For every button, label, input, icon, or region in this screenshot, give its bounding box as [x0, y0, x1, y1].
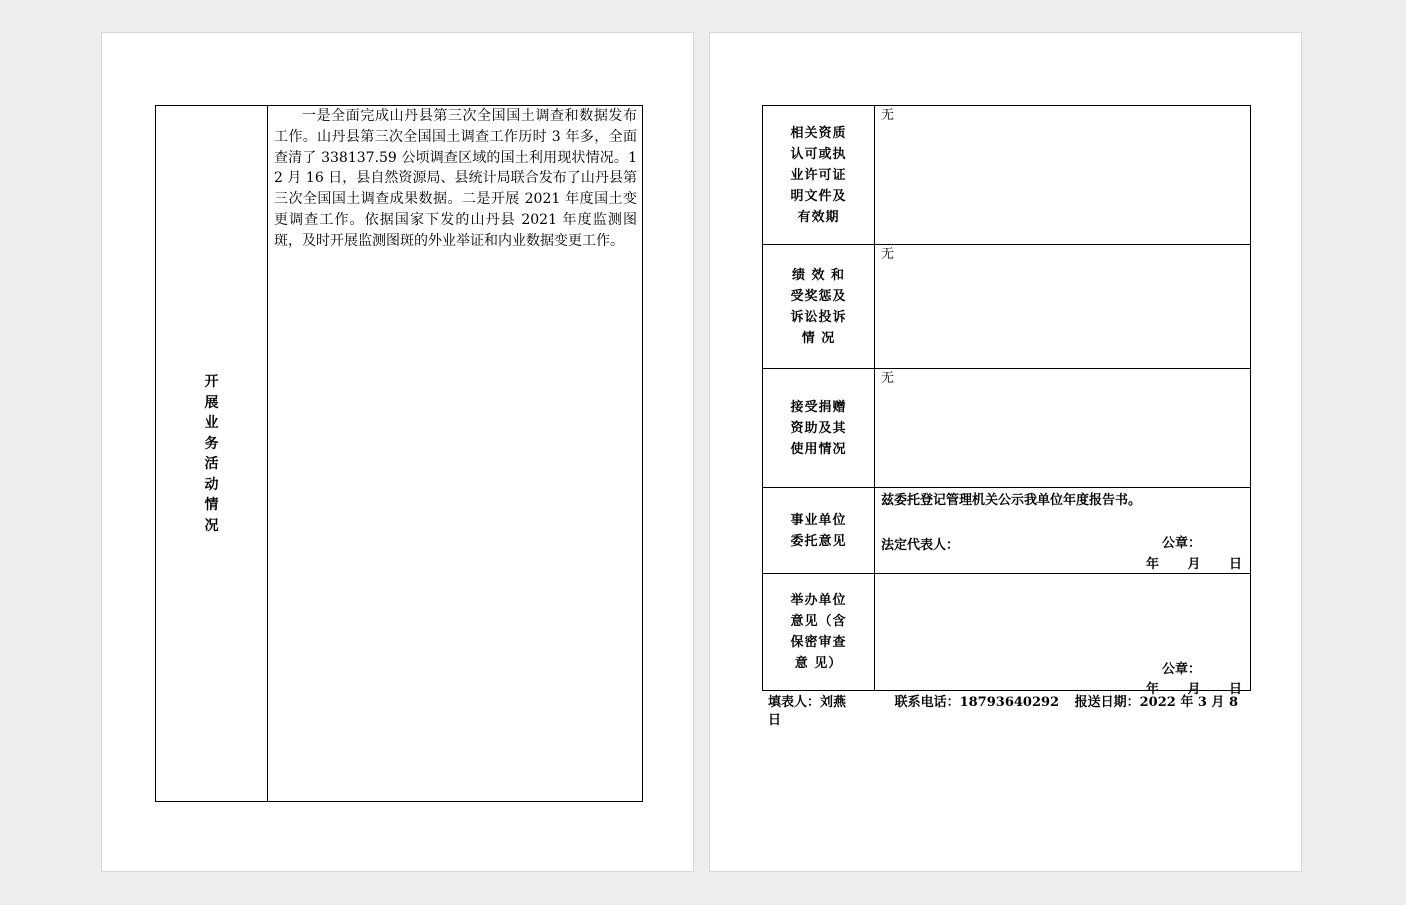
label-line: 使用情况	[790, 441, 847, 457]
section-label-char: 展	[204, 394, 219, 411]
label-line: 诉讼投诉	[790, 309, 847, 325]
section-label-char: 动	[204, 476, 219, 493]
form-footer	[768, 694, 1238, 730]
section-label-char: 业	[204, 415, 219, 431]
label-line: 意见（含	[790, 614, 847, 629]
section-label-vertical	[156, 372, 267, 536]
label-entrust-opinion	[763, 488, 875, 573]
section-label-char: 况	[204, 517, 219, 534]
annual-report-table	[762, 105, 1251, 697]
label-line: 相关资质	[790, 125, 847, 141]
value-performance[interactable]	[875, 245, 1250, 368]
date-year-label: 年	[1146, 557, 1160, 572]
section-label-char: 活	[204, 456, 219, 472]
label-line: 保密审查	[790, 635, 847, 650]
date-day-label: 日	[1228, 557, 1242, 572]
value-text[interactable]: 无	[881, 247, 895, 262]
label-line: 认可或执	[790, 146, 847, 162]
business-activity-text[interactable]: 一是全面完成山丹县第三次全国国土调查和数据发布工作。山丹县第三次全国国土调查工作历时 3 年多，全面查清了 338137.59 公顷调查区域的国土利用现状情况。12 月 16 日，县自然资源局、县统计局联合发布了山丹县第三次全国国土调查成果数据。二是开展 2021 年度国土变更调查工作。依据国家下发的山丹县 2021 年度监测图斑，及时开展监测图斑的外业举证和内业数据变更工作。	[274, 108, 637, 249]
label-line: 明文件及	[790, 188, 847, 204]
consent-text[interactable]: 兹委托登记管理机关公示我单位年度报告书。	[881, 493, 1142, 508]
label-line: 业许可证	[790, 167, 847, 183]
date-month-label: 月	[1187, 557, 1201, 572]
contact-phone[interactable]: 联系电话：18793640292	[894, 695, 1060, 710]
label-line: 举办单位	[790, 593, 847, 608]
label-line: 情 况	[801, 330, 836, 346]
row-performance	[763, 245, 1250, 369]
legal-representative-label: 法定代表人：	[881, 538, 960, 553]
date-year-label: 年	[1146, 682, 1160, 697]
section-label-char: 开	[204, 374, 219, 390]
row-qualification	[763, 106, 1250, 245]
row-donations	[763, 369, 1250, 488]
section-label-char: 情	[204, 497, 219, 513]
report-date[interactable]: 报送日期：2022 年 3 月 8	[1074, 695, 1238, 710]
official-seal-label: 公章：	[1161, 536, 1201, 551]
value-text[interactable]: 无	[881, 371, 895, 386]
filler-name[interactable]: 填表人：刘燕	[768, 695, 847, 710]
value-text[interactable]: 无	[881, 108, 895, 123]
row-entrust-opinion	[763, 488, 1250, 574]
business-activity-table	[155, 105, 643, 802]
row-sponsor-opinion	[763, 574, 1250, 697]
value-qualification[interactable]	[875, 106, 1250, 244]
date-line	[1146, 553, 1242, 572]
label-qualification	[763, 106, 875, 244]
label-donations	[763, 369, 875, 487]
footer-line	[768, 694, 1238, 712]
label-line: 事业单位	[790, 512, 847, 528]
label-line: 意 见）	[794, 656, 843, 671]
page-left	[101, 32, 694, 872]
label-sponsor-opinion	[763, 574, 875, 690]
official-seal-label: 公章：	[1161, 662, 1201, 677]
page-right	[709, 32, 1302, 872]
label-line: 接受捐赠	[790, 399, 847, 415]
label-line: 有效期	[797, 209, 840, 225]
section-label-cell	[156, 106, 268, 801]
section-label-char: 务	[204, 435, 219, 452]
section-content-cell[interactable]	[268, 106, 642, 801]
label-line: 委托意见	[790, 533, 847, 549]
value-donations[interactable]	[875, 369, 1250, 487]
date-day-label: 日	[1228, 682, 1242, 697]
label-line: 资助及其	[790, 420, 847, 436]
report-date-continuation: 日	[768, 713, 782, 728]
value-sponsor-opinion[interactable]	[875, 574, 1250, 697]
date-month-label: 月	[1187, 682, 1201, 697]
label-line: 绩 效 和	[791, 267, 846, 283]
value-entrust-opinion[interactable]	[875, 488, 1250, 573]
label-performance	[763, 245, 875, 368]
label-line: 受奖惩及	[790, 288, 847, 304]
